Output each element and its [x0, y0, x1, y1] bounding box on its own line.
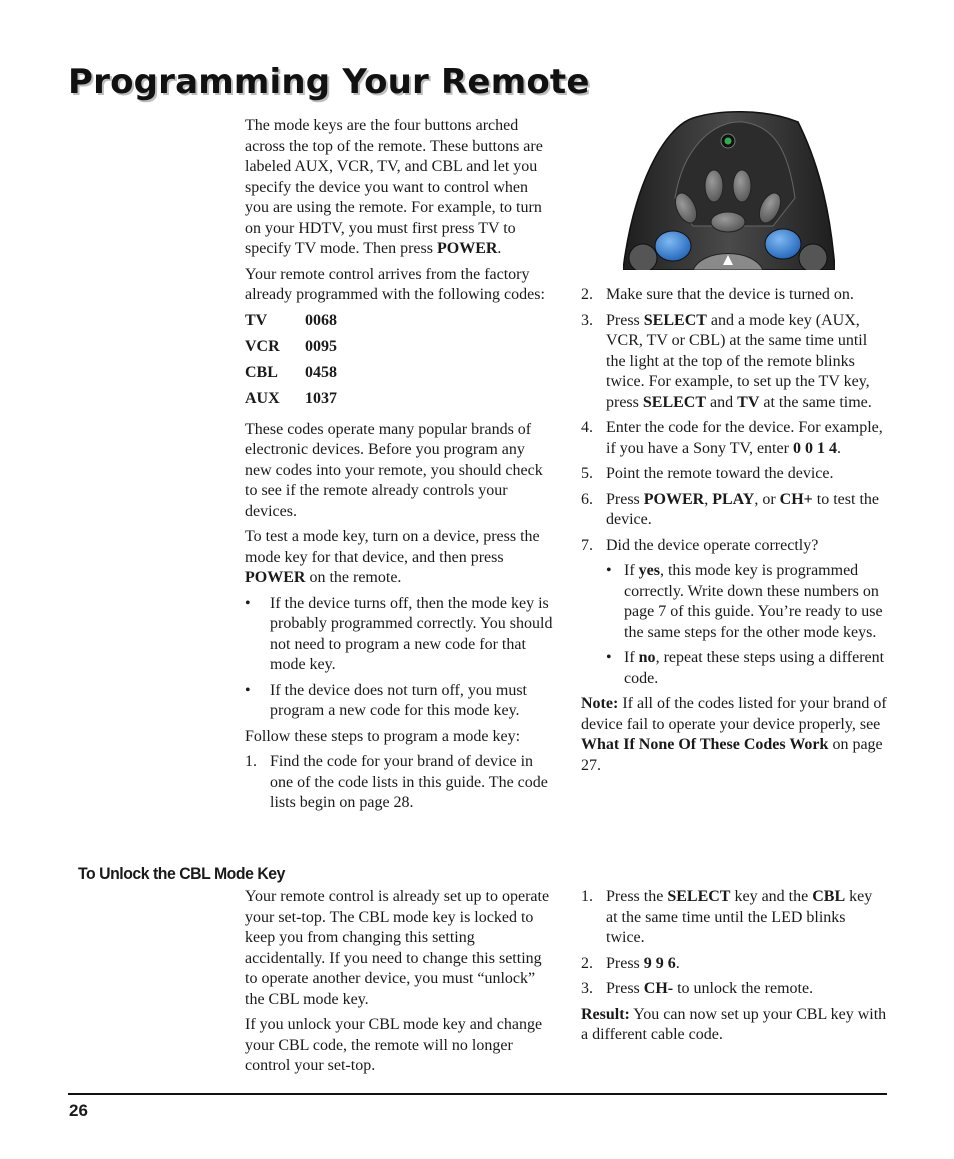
left-column	[245, 116, 553, 819]
result-paragraph: Result: You can now set up your CBL key with a different cable code.	[581, 1005, 887, 1043]
step-1: 1. Find the code for your brand of device in one of the code lists in this guide. The code lists begin on page 28.	[245, 753, 548, 811]
step-6: 6. Press POWER, PLAY, or CH+ to test the device.	[581, 490, 879, 528]
blue-key-left	[655, 231, 691, 261]
code-row-aux: AUX 1037	[245, 389, 337, 407]
footer-rule	[68, 1093, 887, 1095]
test-mode-key-paragraph: To test a mode key, turn on a device, press the mode key for that device, and then press POWER on the remote.	[245, 528, 540, 586]
code-row-cbl: CBL 0458	[245, 363, 337, 381]
unlock-step-1: 1. Press the SELECT key and the CBL key at the same time until the LED blinks twice.	[581, 888, 873, 946]
list-item: • If yes, this mode key is programmed correctly. Write down these numbers on page 7 of this guide. You’re ready to use the same steps for the other mode keys.	[606, 562, 883, 641]
unlock-paragraph-2: If you unlock your CBL mode key and change your CBL code, the remote will no longer control your set-top.	[245, 1016, 543, 1074]
code-row-vcr: VCR 0095	[245, 337, 337, 355]
note-paragraph: Note: If all of the codes listed for your brand of device fail to operate your device properly, see What If None Of These Codes Work on page 27.	[581, 695, 887, 774]
unlock-step-3: 3. Press CH- to unlock the remote.	[581, 980, 814, 997]
page-title: Programming Your Remote	[68, 62, 590, 102]
mode-keys-paragraph: The mode keys are the four buttons arched across the top of the remote. These buttons are labeled AUX, VCR, TV, and CBL and let you specify the device you want to control when you are using the remote. For example, to turn on your HDTV, you must first press TV to specify TV mode. Then press POWER.	[245, 117, 543, 257]
unlock-paragraph-1: Your remote control is already set up to operate your set-top. The CBL mode key is locked to keep you from changing this setting accidentally. If you need to change this setting to operate another device, you must “unlock” the CBL mode key.	[245, 888, 550, 1008]
section-heading-unlock-cbl: To Unlock the CBL Mode Key	[78, 864, 285, 883]
list-item: • If the device does not turn off, you must program a new code for this mode key.	[245, 681, 527, 719]
step-4: 4. Enter the code for the device. For example, if you have a Sony TV, enter 0 0 1 4.	[581, 419, 883, 457]
factory-codes-list	[245, 311, 553, 415]
unlock-right-column	[581, 887, 887, 1051]
step-5: 5. Point the remote toward the device.	[581, 465, 834, 482]
remote-control-illustration	[623, 108, 835, 270]
page-number: 26	[69, 1101, 88, 1120]
list-item: • If the device turns off, then the mode key is probably programmed correctly. You should not need to program a new code for that mode key.	[245, 594, 553, 673]
list-item: • If no, repeat these steps using a different code.	[606, 649, 885, 687]
mode-key-right	[733, 170, 751, 202]
right-column	[581, 285, 887, 781]
select-key	[711, 212, 745, 232]
step-3: 3. Press SELECT and a mode key (AUX, VCR, TV or CBL) at the same time until the light at the top of the remote blinks twice. For example, to set up the TV key, press SELECT and TV at the same time.	[581, 311, 872, 411]
step-2: 2. Make sure that the device is turned on.	[581, 286, 854, 303]
led-indicator	[725, 138, 732, 145]
blue-key-right	[765, 229, 801, 259]
mode-key-left	[705, 170, 723, 202]
factory-codes-intro: Your remote control arrives from the factory already programmed with the following codes:	[245, 265, 545, 303]
code-row-tv: TV 0068	[245, 311, 337, 329]
unlock-step-2: 2. Press 9 9 6.	[581, 954, 680, 972]
step-7: 7. Did the device operate correctly?	[581, 536, 819, 554]
unlock-left-column	[245, 887, 553, 1082]
codes-description: These codes operate many popular brands of electronic devices. Before you program any new codes into your remote, you should check to see if the remote already controls your devices.	[245, 420, 543, 520]
follow-steps-paragraph: Follow these steps to program a mode key:	[245, 727, 521, 745]
